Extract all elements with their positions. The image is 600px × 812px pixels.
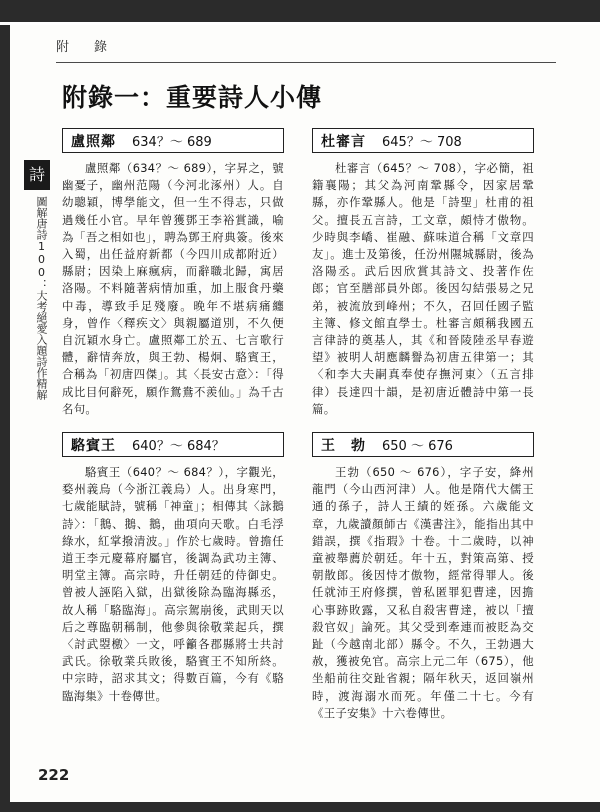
page-number: 222	[38, 766, 70, 784]
entry-header	[312, 128, 534, 153]
spine-label: 圖解唐詩100：大考絕愛入題詩作精解	[35, 196, 48, 400]
entry-wang-bo	[312, 432, 534, 722]
entry-dates: 640？～ 684？	[132, 439, 225, 455]
entry-luo-binwang	[62, 432, 284, 705]
entry-body: 王勃（650 ～ 676），字子安，絳州龍門（今山西河津）人。他是隋代大儒王通的孫子，詩人王績的姪孫。六歲能文章，九歲讀顏師古《漢書注》，能指出其中錯誤，撰《指瑕》十卷。十二歲時，以神童被舉薦於朝廷。年十五，對策高第、授朝散郎。後因恃才傲物，經常得罪人。後任就沛王府修撰，曾私匿罪犯曹達，因擔心事跡敗露，又私自殺害曹達，被以「擅殺官奴」論死。其父受到牽連而被貶為交趾（今越南北部）縣令。不久，王勃遇大赦，獲被免官。高宗上元二年（675），他坐船前往交趾省親；隔年秋天，返回嶺州時，渡海溺水而死。年僅二十七。今有《王子安集》十六卷傳世。	[312, 465, 534, 720]
running-head-text: 附 錄	[56, 40, 114, 55]
entry-name: 駱賓王	[71, 437, 116, 454]
left-edge-band	[0, 25, 10, 802]
entry-body: 盧照鄰（634？～ 689），字昇之，號幽憂子，幽州范陽（今河北涿州）人。自幼聰穎，博學能文，但一生不得志，只做過幾任小官。早年曾獲鄧王李裕賞識，喻為「吾之相如也」，聘為鄧王府典簽。後來入蜀，出任益府新都（今四川成都附近）縣尉；因染上麻瘋病，而辭職北歸，寓居洛陽。不料隨著病情加重，加上服食丹藥中毒，導致手足殘廢。晚年不堪病痛纏身，曾作〈釋疾文〉與親屬道別，不久便自沉穎水身亡。盧照鄰工於五、七言歌行體，辭情奔放，與王勃、楊炯、駱賓王，合稱為「初唐四傑」。其〈長安古意〉：「得成比目何辭死，願作鴛鴦不羨仙。」為千古名句。	[62, 161, 284, 416]
page-title: 附錄一：重要詩人小傳	[62, 83, 323, 112]
entry-body: 駱賓王（640？～ 684？），字觀光，婺州義烏（今浙江義烏）人。出身寒門，七歲能賦詩，號稱「神童」；相傳其〈詠鵝詩〉：「鵝、鵝、鵝，曲項向天歌。白毛浮綠水，紅掌撥清波。」作於七歲時。曾擔任道王李元慶幕府屬官，後調為武功主簿、明堂主簿。高宗時，升任朝廷的侍御史。曾被人誣陷入獄，出獄後除為臨海縣丞，故人稱「駱臨海」。高宗駕崩後，武則天以后之尊臨朝稱制，他參與徐敬業起兵，撰〈討武曌檄〉一文，呼籲各郡縣將士共討武氏。徐敬業兵敗後，駱賓王不知所終。中宗時，詔求其文；得數百篇，今有《駱臨海集》十卷傳世。	[62, 465, 284, 703]
entry-dates: 645？～ 708	[382, 135, 462, 150]
entry-name: 杜審言	[321, 133, 366, 150]
column-left	[62, 128, 284, 719]
entry-name: 王 勃	[321, 437, 366, 454]
entry-body: 杜審言（645？～ 708），字必簡，祖籍襄陽；其父為河南鞏縣令，因家居鞏縣，亦作鞏縣人。他是「詩聖」杜甫的祖父。擅長五言詩，工文章，頗恃才傲物。少時與李嶠、崔融、蘇味道合稱「文章四友」。進士及第後，任汾州隰城縣尉，後為洛陽丞。武后因欣賞其詩文、投著作佐郎；官至膳部員外郎。後因勾結張易之兄弟，被流放到峰州；不久，召回任國子監主簿、修文館直學士。杜審言頗稱我國五言律詩的奠基人，其《和晉陵陸丞早春遊望》被明人胡應麟譽為初唐五律第一；其〈和李大夫嗣真奉使存撫河東〉（五言排律）長達四十韻，是初唐近體詩中第一長篇。	[312, 161, 534, 416]
entry-header	[62, 432, 284, 457]
top-decorative-band	[0, 0, 600, 22]
spine-logo: 詩	[24, 160, 50, 190]
entry-dates: 634？～ 689	[132, 135, 212, 150]
entry-name: 盧照鄰	[71, 133, 116, 150]
entry-du-shenyan	[312, 128, 534, 418]
spine-marker	[24, 160, 50, 490]
column-right	[312, 128, 534, 736]
top-band-highlight	[0, 22, 600, 25]
entry-header	[312, 432, 534, 457]
running-head	[56, 36, 556, 63]
entry-header	[62, 128, 284, 153]
entry-dates: 650 ～ 676	[382, 439, 453, 455]
entry-lu-zhaolin	[62, 128, 284, 418]
bottom-decorative-band	[0, 802, 600, 812]
